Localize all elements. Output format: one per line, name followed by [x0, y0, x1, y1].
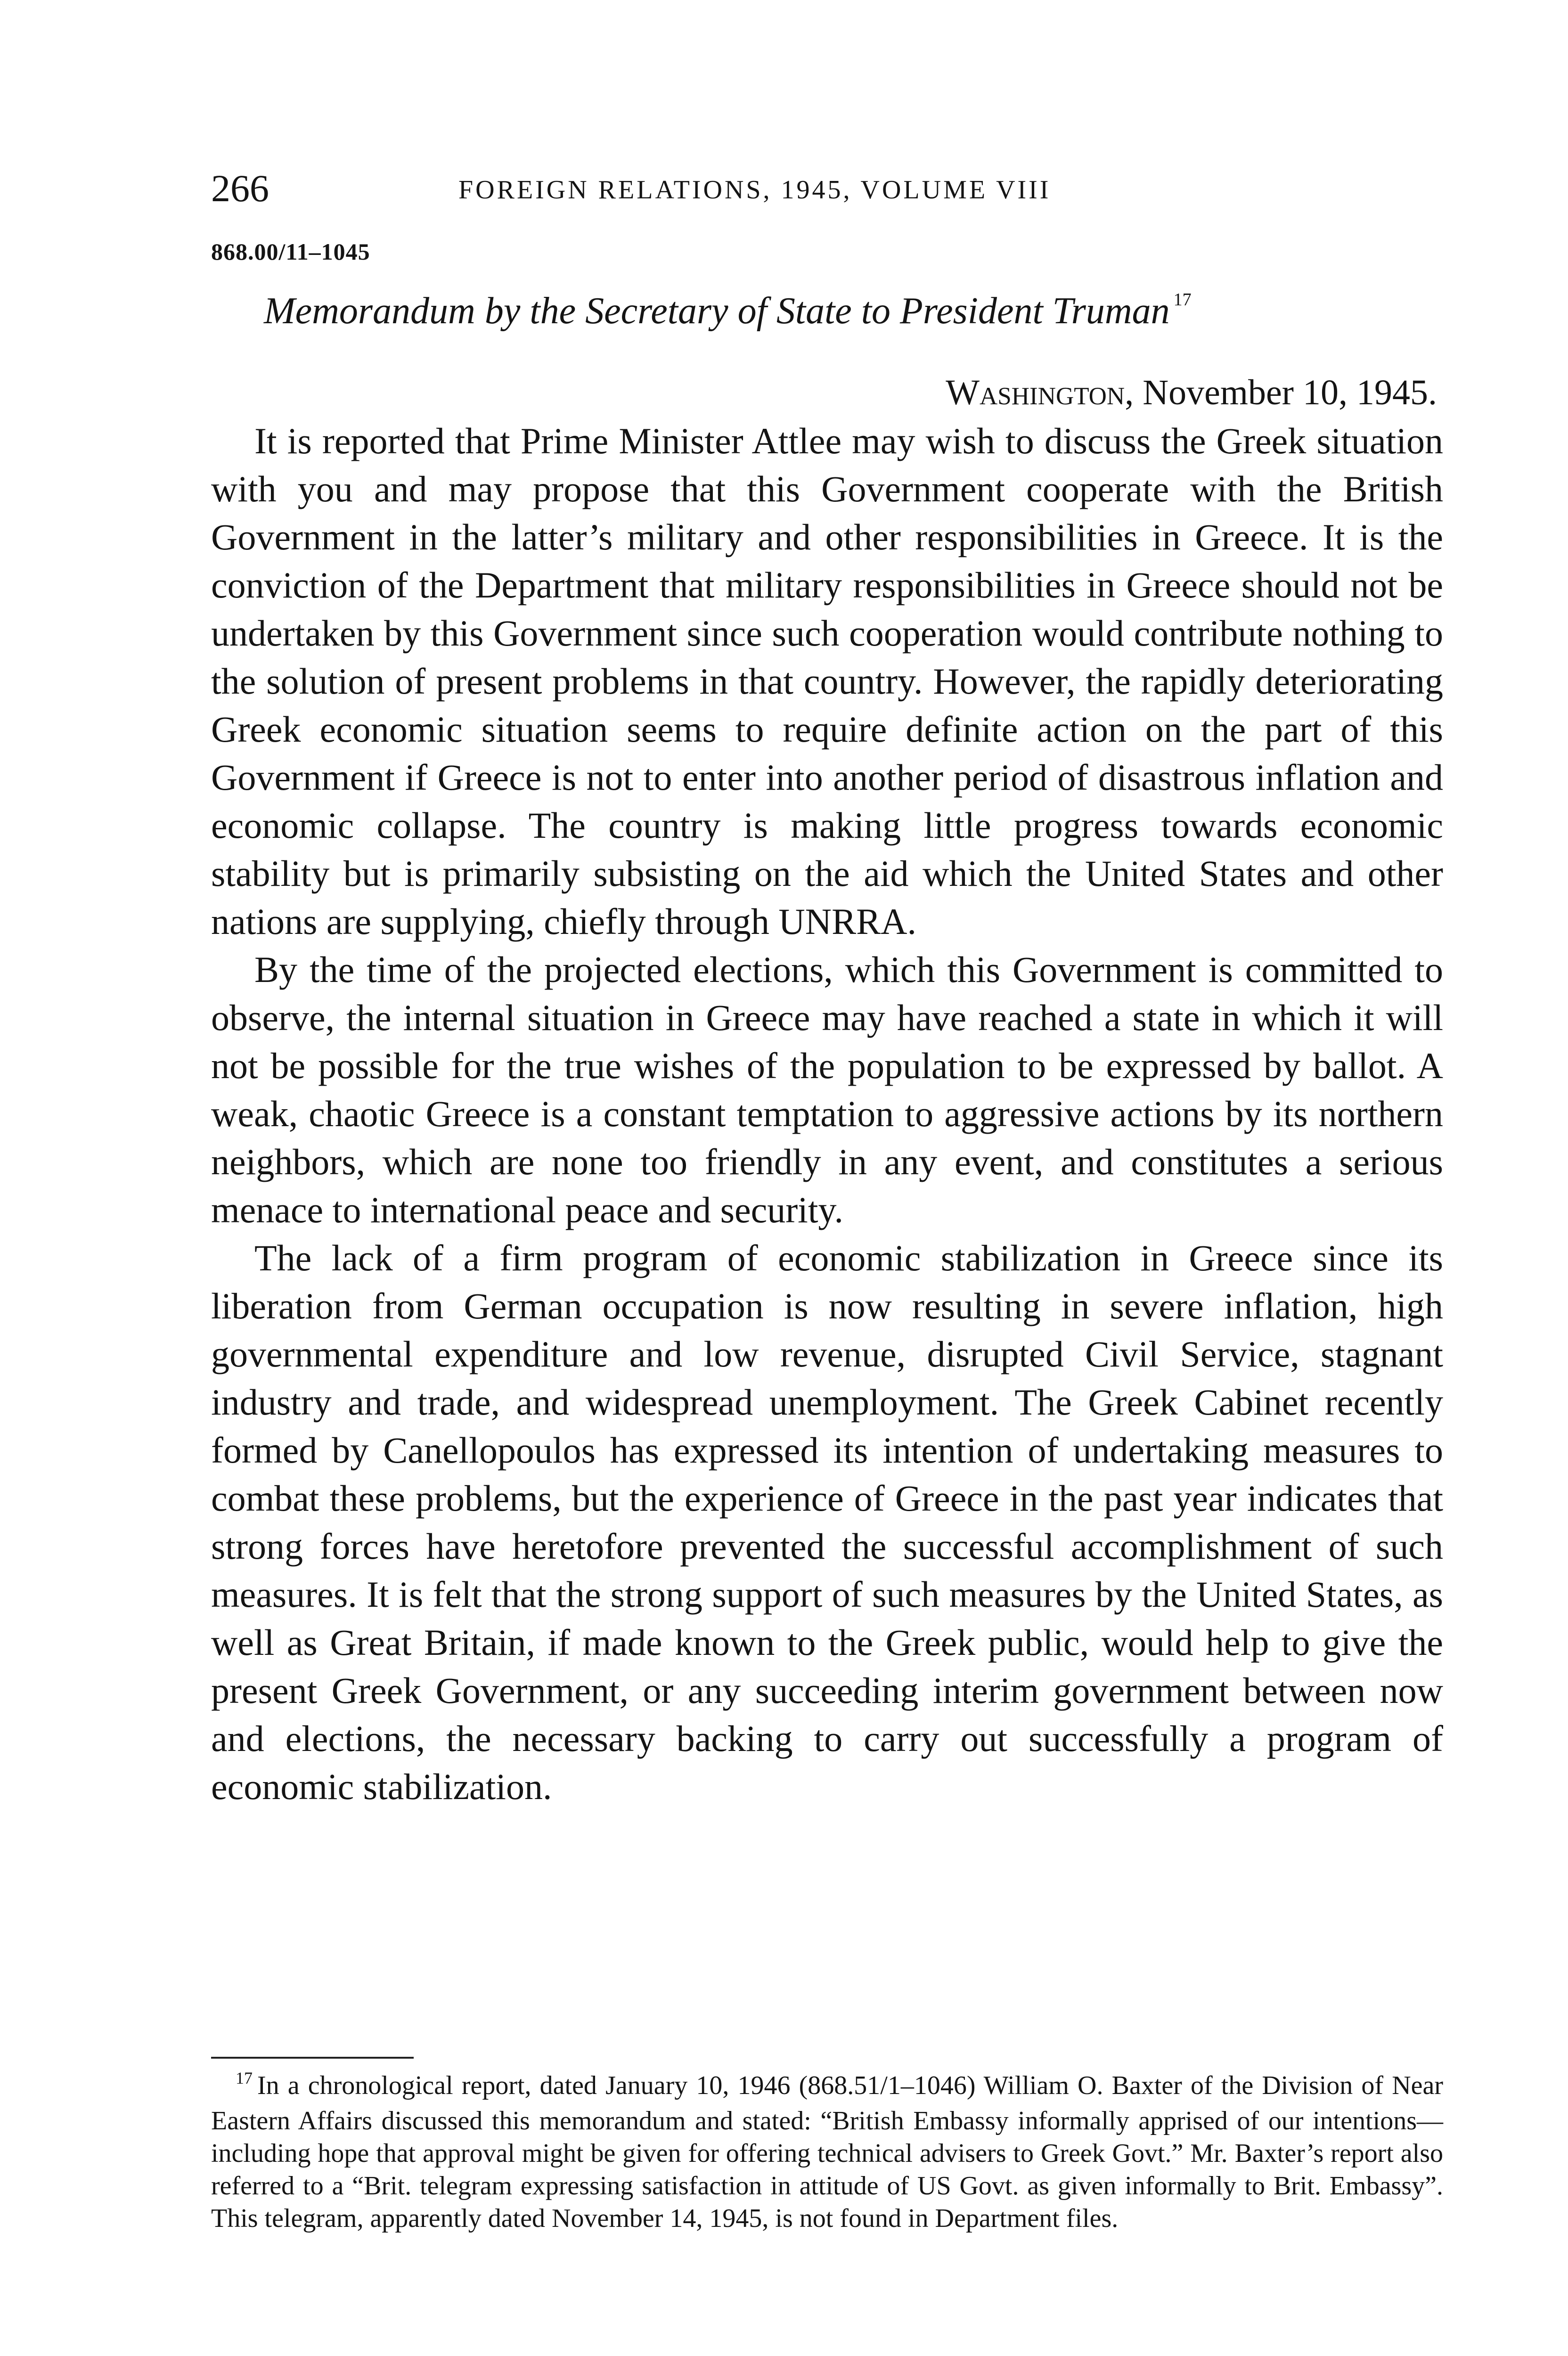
body-paragraph: It is reported that Prime Minister Attlee may wish to discuss the Greek situation with you and may propose that this Government cooperate with the British Government in the latter’s military and other responsibilities in Greece. It is the conviction of the Department that military responsibilities in Greece should not be undertaken by this Government since such cooperation would contribute nothing to the solution of present problems in that country. However, the rapidly deteriorating Greek economic situation seems to require definite action on the part of this Government if Greece is not to enter into another period of disastrous inflation and economic collapse. The country is making little progress towards economic stability but is primarily subsisting on the aid which the United States and other nations are supplying, chiefly through UNRRA.: [211, 420, 1443, 942]
body-paragraph: By the time of the projected elections, which this Government is committed to observe, the internal situation in Greece may have reached a state in which it will not be possible for the true wishes of the population to be expressed by ballot. A weak, chaotic Greece is a constant temptation to aggressive actions by its northern neighbors, which are none too friendly in any event, and constitutes a serious menace to international peace and security.: [211, 949, 1443, 1230]
footnote-body: In a chronological report, dated January 10, 1946 (868.51/1–1046) William O. Baxter of the Division of Near Eastern Affairs discussed this memorandum and stated: “British Embassy informally apprised of our intentions—including hope that approval might be given for offering technical advisers to Greek Govt.” Mr. Baxter’s report also referred to a “Brit. telegram expressing satisfaction in attitude of US Govt. as given informally to Brit. Embassy”. This telegram, apparently dated November 14, 1945, is not found in Department files.: [211, 2071, 1443, 2233]
dateline: [946, 372, 1437, 413]
footnote: [211, 2070, 1443, 2235]
document-title: [264, 290, 1192, 333]
document-title-text: Memorandum by the Secretary of State to President Truman: [264, 290, 1170, 332]
running-head: [211, 163, 1446, 214]
dateline-date: , November 10, 1945.: [1125, 373, 1437, 412]
footnote-number: 17: [236, 2069, 253, 2087]
footnote-text: [211, 2070, 1443, 2235]
file-number: 868.00/11–1045: [211, 238, 370, 265]
dateline-place: Washington: [946, 373, 1125, 412]
footnote-divider: [211, 2057, 414, 2059]
page-number: 266: [211, 167, 269, 210]
memorandum-body: [211, 417, 1443, 1811]
body-paragraph: The lack of a firm program of economic stabilization in Greece since its liberation from German occupation is now resulting in severe inflation, high governmental expenditure and low revenue, disrupted Civil Service, stagnant industry and trade, and widespread unemployment. The Greek Cabinet recently formed by Canellopoulos has expressed its intention of undertaking measures to combat these problems, but the experience of Greece in the past year indicates that strong forces have heretofore prevented the successful accomplishment of such measures. It is felt that the strong support of such measures by the United States, as well as Great Britain, if made known to the Greek public, would help to give the present Greek Government, or any succeeding interim government between now and elections, the necessary backing to carry out successfully a program of economic stabilization.: [211, 1237, 1443, 1807]
footnote-reference: 17: [1173, 290, 1192, 310]
running-title: FOREIGN RELATIONS, 1945, VOLUME VIII: [458, 175, 1051, 205]
